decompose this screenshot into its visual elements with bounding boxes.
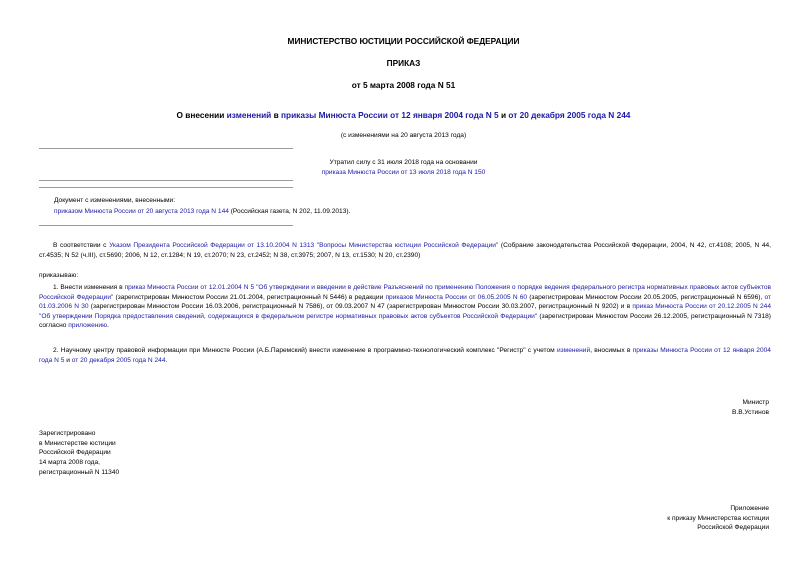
- item1-link-order-244[interactable]: приказ Минюста России от 20.12.2005 N 244 "Об утверждении Порядка предоставления сведений, содержащихся в федеральном регистре нормативных правовых актов субъектов Российской Федерации": [39, 303, 771, 320]
- item-text: 1. Внести изменения в: [53, 284, 125, 291]
- appendix-line: Российской Федерации: [697, 524, 769, 532]
- item-text: (зарегистрирован Минюстом России 20.05.2005, регистрационный N 6596),: [527, 293, 765, 301]
- divider: [39, 225, 293, 226]
- preamble-link[interactable]: Указом Президента Российской Федерации от 13.10.2004 N 1313 "Вопросы Министерства юстиции Российской Федерации": [109, 242, 499, 249]
- registration-line: Зарегистрировано: [39, 430, 96, 437]
- order-item-2: [39, 346, 771, 365]
- signature-title: Министр: [742, 399, 769, 406]
- item2-link-changes[interactable]: изменений: [556, 347, 591, 354]
- divider: [39, 180, 293, 181]
- title-text: О внесении: [176, 110, 227, 120]
- item1-link-appendix[interactable]: приложению: [68, 322, 108, 330]
- title-link-changes[interactable]: изменений: [226, 110, 272, 120]
- order-item-1: [39, 283, 771, 331]
- changes-intro: Документ с изменениями, внесенными:: [54, 197, 176, 204]
- title-text: в: [271, 110, 281, 120]
- registration-line: Российской Федерации: [39, 449, 111, 457]
- item1-link-order-30[interactable]: от 01.03.2006 N 30: [39, 293, 771, 311]
- preamble-paragraph: [39, 241, 771, 260]
- title-link-order-244[interactable]: от 20 декабря 2005 года N 244: [508, 110, 631, 120]
- item-text: 2. Научному центру правовой информации при Минюсте России (А.Б.Паремский) внести изменение в программно-технологический комплекс "Регистр" с учетом: [53, 347, 557, 354]
- document-type: ПРИКАЗ: [386, 58, 421, 68]
- order-word: приказываю:: [39, 272, 79, 279]
- registration-line: 14 марта 2008 года,: [39, 459, 100, 467]
- item-text: (зарегистрирован Минюстом России 16.03.2006, регистрационный N 7586), от 09.03.2007 N 47 (зарегистрирован Минюстом России 30.03.2007, регистрационный N 9202) и в: [88, 303, 633, 311]
- item-text: .: [165, 356, 168, 364]
- registration-line: регистрационный N 11340: [39, 468, 120, 476]
- changes-link[interactable]: приказом Минюста России от 20 августа 2013 года N 144: [54, 208, 229, 215]
- document-subtitle: (с изменениями на 20 августа 2013 года): [340, 132, 467, 139]
- appendix-line: Приложение: [730, 505, 769, 512]
- document-title: [0, 110, 807, 120]
- signature-name: В.В.Устинов: [731, 409, 769, 416]
- changes-rest: (Российская газета, N 202, 11.09.2013).: [228, 208, 351, 215]
- item2-link-order-244[interactable]: от 20 декабря 2005 года N 244: [71, 356, 166, 364]
- registration-block: [39, 429, 119, 478]
- status-text: Утратил силу с 31 июля 2018 года на основании: [329, 159, 478, 166]
- item-text: и: [64, 356, 72, 364]
- item-text: (зарегистрирован Минюстом России 26.12.2005, регистрационный N 7318) согласно: [39, 312, 771, 330]
- appendix-line: к приказу Министерства юстиции: [667, 514, 769, 522]
- appendix-block: [509, 504, 769, 533]
- preamble-text: (Собрание законодательства Российской Федерации, 2004, N 42, ст.4108; 2005, N 44, ст.4535; N 52 (ч.III), ст.5690; 2006, N 12, ст.1284; N 19, ст.2070; N 23, ст.2452; N 38, ст.3975; 2007, N 13, ст.1530; N 20, ст.2390): [39, 242, 772, 259]
- ministry-heading: МИНИСТЕРСТВО ЮСТИЦИИ РОССИЙСКОЙ ФЕДЕРАЦИИ: [287, 36, 520, 46]
- item-text: , вносимых в: [590, 347, 633, 354]
- changes-reference: [54, 207, 350, 216]
- item1-link-order-60[interactable]: приказов Минюста России от 06.05.2005 N 60: [385, 293, 528, 301]
- status-link[interactable]: приказа Минюста России от 13 июля 2018 года N 150: [321, 169, 486, 176]
- item1-link-order-5[interactable]: приказ Минюста России от 12.01.2004 N 5 "Об утверждении и введении в действие Разъяснений по применению Положения о порядке ведения федерального регистра нормативных правовых актов субъектов Российской Федерации": [39, 284, 771, 301]
- title-link-order-5[interactable]: приказы Минюста России от 12 января 2004 года N 5: [281, 110, 499, 120]
- item-text: (зарегистрирован Минюстом России 21.01.2004, регистрационный N 5446) в редакции: [113, 293, 386, 301]
- item-text: .: [107, 322, 109, 330]
- preamble-text: В соответствии с: [53, 242, 110, 249]
- divider: [39, 187, 293, 188]
- document-date-number: от 5 марта 2008 года N 51: [351, 80, 456, 90]
- registration-line: в Министерстве юстиции: [39, 439, 116, 447]
- title-text: и: [498, 110, 509, 120]
- divider: [39, 148, 293, 149]
- item2-link-order-5[interactable]: приказы Минюста России от 12 января 2004 года N 5: [39, 347, 771, 364]
